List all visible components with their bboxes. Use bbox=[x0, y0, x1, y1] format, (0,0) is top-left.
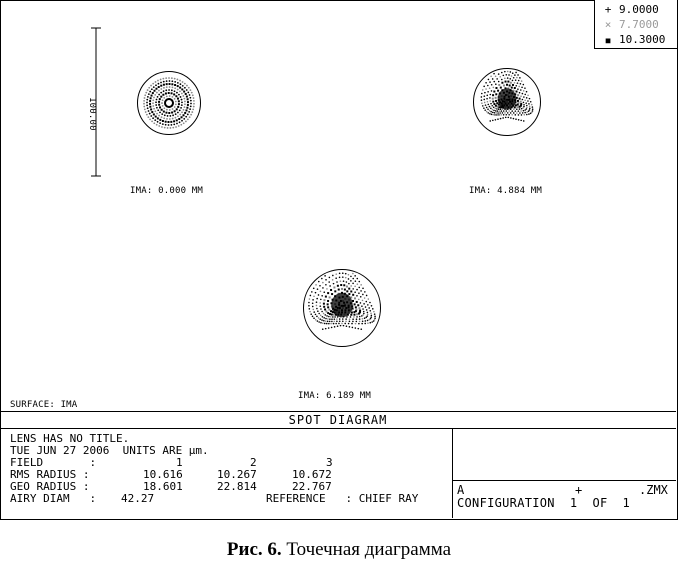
spot-field-2 bbox=[472, 67, 542, 137]
airy-diam-value: 42.27 bbox=[121, 492, 155, 505]
field-value-1: 1 bbox=[176, 456, 183, 469]
caption-text: Точечная диаграмма bbox=[281, 539, 452, 560]
geo-radius-value-1: 18.601 bbox=[143, 480, 183, 493]
legend-symbol: + bbox=[604, 3, 612, 16]
rms-radius-value-1: 10.616 bbox=[143, 468, 183, 481]
diagram-title-band bbox=[0, 411, 676, 429]
geo-radius-value-3: 22.767 bbox=[292, 480, 332, 493]
configuration-box bbox=[453, 428, 676, 518]
figure-caption bbox=[0, 539, 678, 561]
surface-label: SURFACE: IMA bbox=[10, 400, 78, 410]
geo-radius-value-2: 22.814 bbox=[217, 480, 257, 493]
spot-field-3 bbox=[302, 268, 382, 348]
info-title-line: LENS HAS NO TITLE. bbox=[10, 432, 130, 445]
legend-symbol: ■ bbox=[605, 36, 611, 45]
wavelength-legend bbox=[594, 0, 677, 49]
legend-entry bbox=[601, 18, 659, 31]
configuration-label: CONFIGURATION 1 OF 1 bbox=[457, 496, 631, 510]
rms-radius-value-2: 10.267 bbox=[217, 468, 257, 481]
spot-field-1 bbox=[136, 70, 202, 136]
legend-value: 10.3000 bbox=[619, 33, 666, 46]
scale-bar-label: 100.00 bbox=[87, 97, 97, 131]
airy-diam-label: AIRY DIAM : bbox=[10, 492, 97, 505]
ray-intercepts bbox=[143, 77, 195, 129]
field-value-2: 2 bbox=[250, 456, 257, 469]
caption-number: Рис. 6. bbox=[226, 539, 282, 560]
reference-label: REFERENCE : CHIEF RAY bbox=[266, 492, 419, 505]
configuration-divider bbox=[453, 480, 676, 481]
legend-value: 7.7000 bbox=[619, 18, 659, 31]
file-mid: + bbox=[575, 483, 583, 497]
field-label: FIELD : bbox=[10, 456, 97, 469]
geo-radius-label: GEO RADIUS : bbox=[10, 480, 90, 493]
spot-label-field-3: IMA: 6.189 MM bbox=[298, 391, 372, 401]
field-value-3: 3 bbox=[326, 456, 333, 469]
spot-label-field-1: IMA: 0.000 MM bbox=[130, 186, 204, 196]
spot-label-field-2: IMA: 4.884 MM bbox=[469, 186, 543, 196]
ray-intercepts bbox=[308, 272, 376, 330]
lens-info-box bbox=[0, 428, 453, 518]
legend-entry bbox=[601, 3, 659, 16]
rms-radius-label: RMS RADIUS : bbox=[10, 468, 90, 481]
diagram-title: SPOT DIAGRAM bbox=[288, 413, 388, 427]
ray-intercepts bbox=[481, 71, 534, 122]
legend-symbol: × bbox=[604, 18, 612, 31]
file-prefix: A bbox=[457, 483, 465, 497]
info-date-line: TUE JUN 27 2006 UNITS ARE μm. bbox=[10, 444, 209, 457]
legend-value: 9.0000 bbox=[619, 3, 659, 16]
legend-entry bbox=[601, 33, 665, 46]
rms-radius-value-3: 10.672 bbox=[292, 468, 332, 481]
file-extension: .ZMX bbox=[639, 483, 668, 497]
